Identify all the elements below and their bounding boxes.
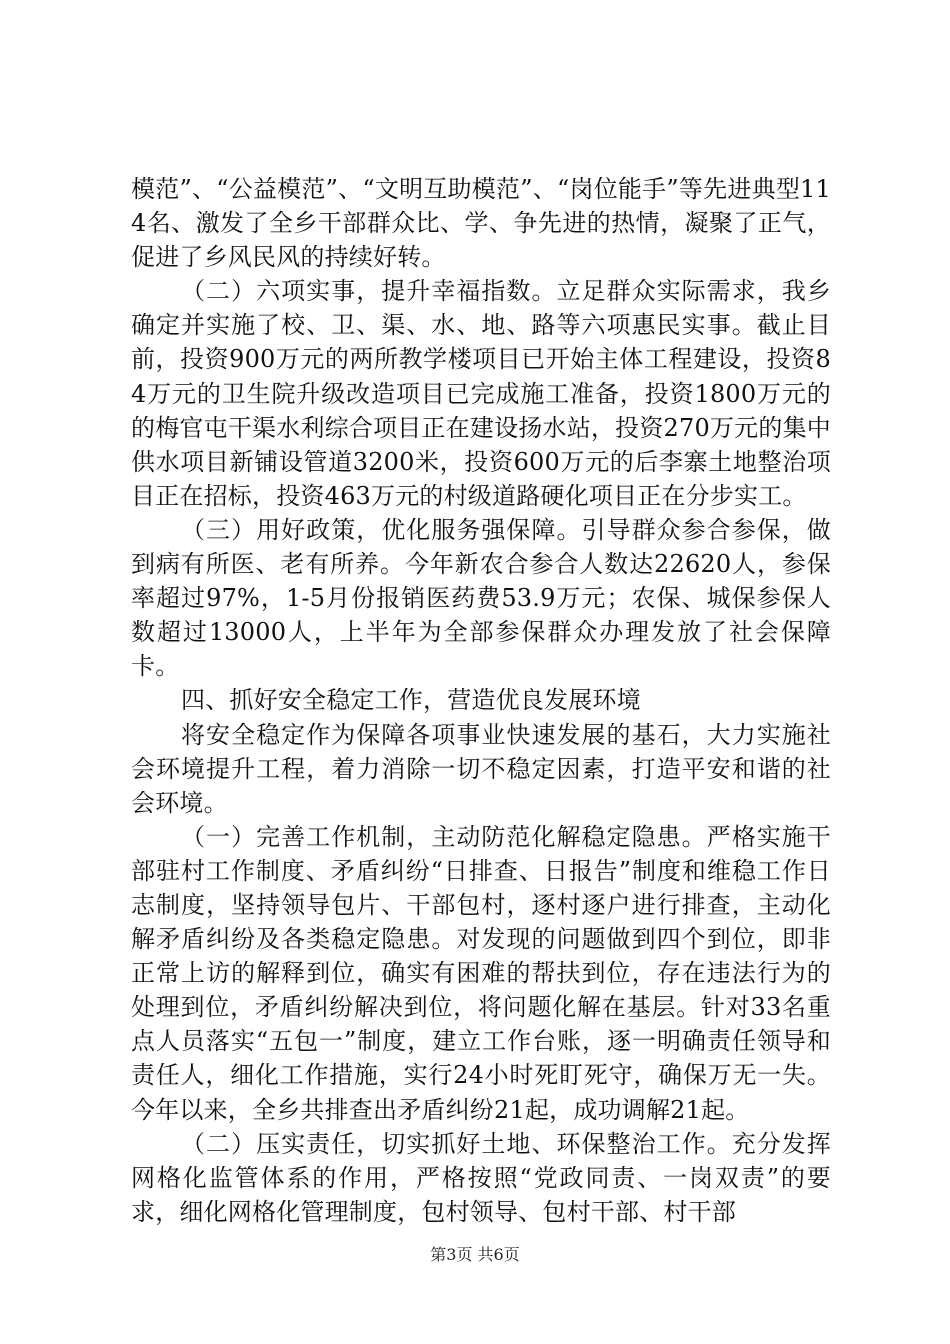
document-body [131,172,831,1229]
page-number-footer: 第3页 共6页 [430,1245,520,1264]
paragraph-work-mechanism: （一）完善工作机制，主动防范化解稳定隐患。严格实施干部驻村工作制度、矛盾纠纷“日排查、日报告”制度和维稳工作日志制度，坚持领导包片、干部包村，逐村逐户进行排查，主动化解矛盾纠纷及各类稳定隐患。对发现的问题做到四个到位，即非正常上访的解释到位，确实有困难的帮扶到位，存在违法行为的处理到位，矛盾纠纷解决到位，将问题化解在基层。针对33名重点人员落实“五包一”制度，建立工作台账，逐一明确责任领导和责任人，细化工作措施，实行24小时死盯死守，确保万无一失。今年以来，全乡共排查出矛盾纠纷21起，成功调解21起。 [131,822,831,1124]
section-heading-safety-stability: 四、抓好安全稳定工作，营造优良发展环境 [181,686,641,715]
paragraph-policy-services: （三）用好政策，优化服务强保障。引导群众参合参保，做到病有所医、老有所养。今年新农合参合人数达22620人，参保率超过97%，1-5月份报销医药费53.9万元；农保、城保参保人数超过13000人，上半年为全部参保群众办理发放了社会保障卡。 [131,515,831,681]
paragraph-continuation: 模范”、“公益模范”、“文明互助模范”、“岗位能手”等先进典型114名、激发了全乡干部群众比、学、争先进的热情，凝聚了正气，促进了乡风民风的持续好转。 [131,175,831,272]
paragraph-land-environment: （二）压实责任，切实抓好土地、环保整治工作。充分发挥网格化监管体系的作用，严格按照“党政同责、一岗双责”的要求，细化网格化管理制度，包村领导、包村干部、村干部 [131,1129,831,1226]
paragraph-six-practical-matters: （二）六项实事，提升幸福指数。立足群众实际需求，我乡确定并实施了校、卫、渠、水、地、路等六项惠民实事。截止目前，投资900万元的两所教学楼项目已开始主体工程建设，投资84万元的卫生院升级改造项目已完成施工准备，投资1800万元的的梅官屯干渠水利综合项目正在建设扬水站，投资270万元的集中供水项目新铺设管道3200米，投资600万元的后李寨土地整治项目正在招标，投资463万元的村级道路硬化项目正在分步实工。 [131,277,831,510]
paragraph-safety-intro: 将安全稳定作为保障各项事业快速发展的基石，大力实施社会环境提升工程，着力消除一切不稳定因素，打造平安和谐的社会环境。 [131,720,831,817]
